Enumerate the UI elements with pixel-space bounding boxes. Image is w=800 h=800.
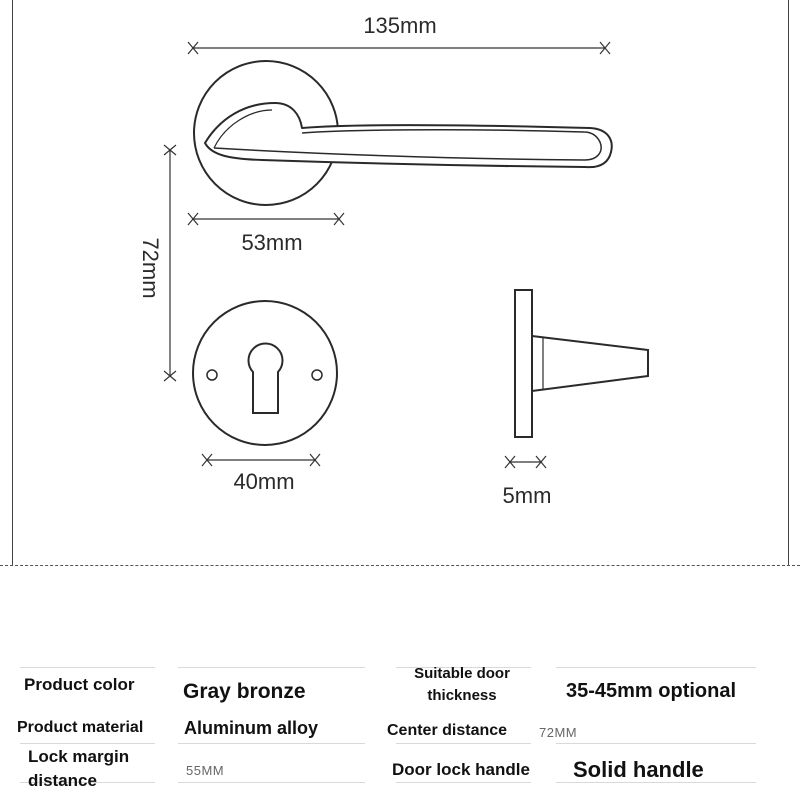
door-lock-handle-value: Solid handle [573, 757, 704, 782]
table-rule [20, 667, 155, 668]
door-thickness-value: 35-45mm optional [566, 680, 737, 702]
keyhole-cutout [249, 343, 283, 413]
material-label: Product material [17, 719, 144, 736]
lever-handle [205, 103, 612, 167]
escutcheon-diameter-label: 40mm [233, 469, 295, 494]
table-rule [556, 667, 756, 668]
center-distance-spec-label: Center distance [387, 722, 508, 739]
rose-diameter-label: 53mm [241, 230, 303, 255]
lock-margin-label-line-1: Lock margin [28, 747, 130, 766]
product-color-value: Gray bronze [183, 680, 306, 703]
thickness-dimension [505, 456, 546, 468]
lock-margin-label-line-2: distance [28, 771, 97, 790]
table-rule [396, 782, 531, 783]
thickness-label: 5mm [502, 483, 552, 508]
table-rule [396, 743, 531, 744]
center-distance-label: 72mm [138, 237, 163, 299]
table-rule [178, 743, 365, 744]
material-value: Aluminum alloy [184, 718, 319, 738]
product-color-label: Product color [24, 675, 135, 694]
center-distance-spec-value: 72MM [539, 725, 578, 740]
screw-hole-left [207, 370, 217, 380]
center-distance-dimension [164, 145, 176, 381]
door-thickness-label-line-2: thickness [427, 687, 497, 704]
side-profile-view [515, 290, 648, 437]
section-divider [0, 565, 800, 566]
screw-hole-right [312, 370, 322, 380]
table-rule [20, 743, 155, 744]
handle-length-label: 135mm [363, 13, 437, 38]
rose-diameter-dimension [188, 213, 344, 225]
door-lock-handle-label: Door lock handle [392, 760, 530, 779]
handle-length-dimension [188, 42, 610, 54]
lock-margin-value: 55MM [186, 763, 225, 778]
table-rule [178, 782, 365, 783]
table-rule [556, 743, 756, 744]
door-thickness-label-line-1: Suitable door [414, 665, 510, 682]
escutcheon-diameter-dimension [202, 454, 320, 466]
table-rule [178, 667, 365, 668]
